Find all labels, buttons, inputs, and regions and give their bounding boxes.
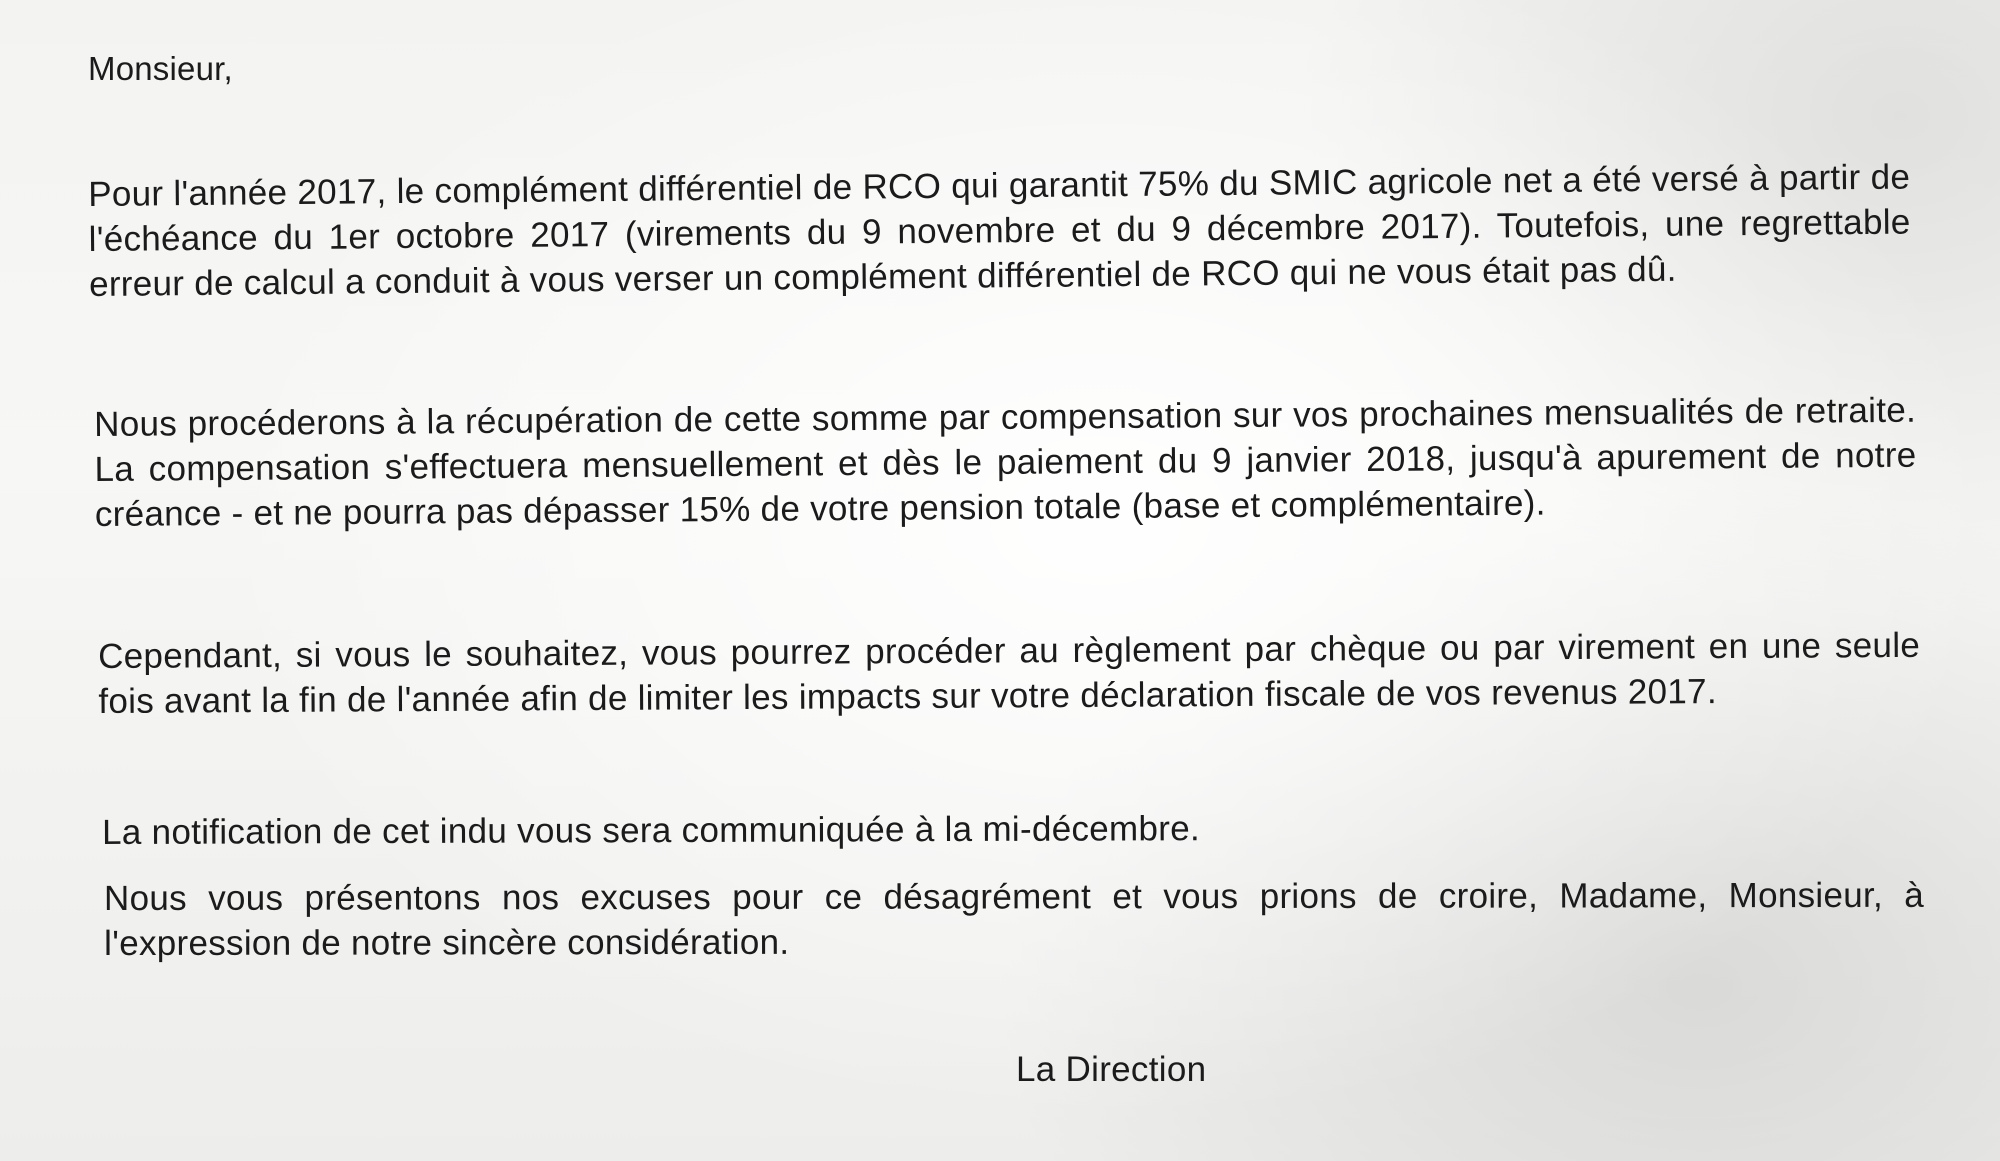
paragraph-notification: La notification de cet indu vous sera communiquée à la mi-décembre. [102,809,1201,852]
paragraph-overpayment: Pour l'année 2017, le complément différentiel de RCO qui garantit 75% du SMIC agricole net a été versé à partir de l'échéance du 1er octobre 2017 (virements du 9 novembre et du 9 décembre 2017). Toutefois, une regrettable erreur de calcul a conduit à vous verser un complément différentiel de RCO qui ne vous était pas dû. [88,157,1911,304]
paragraph-recovery: Nous procéderons à la récupération de cette somme par compensation sur vos prochaines mensualités de retraite. La compensation s'effectuera mensuellement et dès le paiement du 9 janvier 2018, jusqu'à apurement de notre créance - et ne pourra pas dépasser 15% de votre pension totale (base et complémentaire). [94,390,1917,534]
salutation: Monsieur, [88,50,233,87]
paragraph-closing: Nous vous présentons nos excuses pour ce désagrément et vous prions de croire, Madame, Monsieur, à l'expression de notre sincère considération. [104,875,1925,963]
paragraph-payment-option: Cependant, si vous le souhaitez, vous pourrez procéder au règlement par chèque ou par virement en une seule fois avant la fin de l'année afin de limiter les impacts sur votre déclaration fiscale de vos revenus 2017. [98,625,1921,721]
signature: La Direction [1016,1050,1207,1089]
